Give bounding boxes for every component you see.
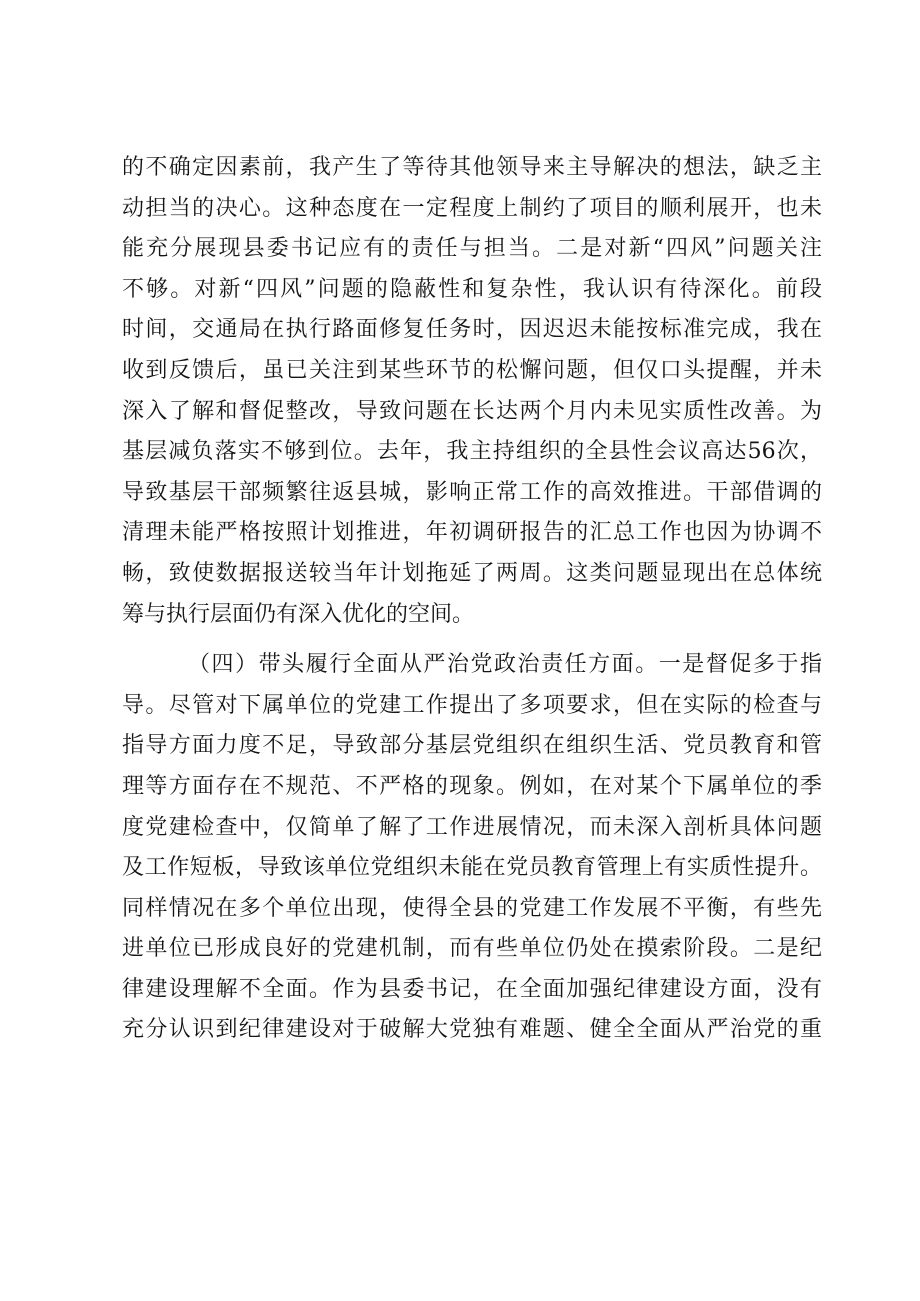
text-line: 及工作短板，导致该单位党组织未能在党员教育管理上有实质性提升。 <box>122 855 822 881</box>
text-line: 导致基层干部频繁往返县城，影响正常工作的高效推进。干部借调的 <box>122 479 822 505</box>
text-line: 进单位已形成良好的党建机制，而有些单位仍处在摸索阶段。二是纪 <box>122 936 822 962</box>
text-line: 的不确定因素前，我产生了等待其他领导来主导解决的想法，缺乏主 <box>122 155 822 180</box>
text-line: 时间，交通局在执行路面修复任务时，因迟迟未能按标准完成，我在 <box>122 317 822 343</box>
paragraph-end-line: 筹与执行层面仍有深入优化的空间。 <box>122 601 475 627</box>
text-line: 畅，致使数据报送较当年计划拖延了两周。这类问题显现出在总体统 <box>122 560 822 586</box>
text-line: 不够。对新“四风”问题的隐蔽性和复杂性，我认识有待深化。前段 <box>122 276 822 302</box>
text-line: 收到反馈后，虽已关注到某些环节的松懈问题，但仅口头提醒，并未 <box>122 357 822 383</box>
paragraph-gap <box>122 635 822 645</box>
text-line: 能充分展现县委书记应有的责任与担当。二是对新“四风”问题关注 <box>122 236 822 262</box>
text-line: 动担当的决心。这种态度在一定程度上制约了项目的顺利展开，也未 <box>122 195 822 221</box>
text-line: 导。尽管对下属单位的党建工作提出了多项要求，但在实际的检查与 <box>122 692 822 718</box>
body-text <box>122 148 822 1051</box>
text-line: 律建设理解不全面。作为县委书记，在全面加强纪律建设方面，没有 <box>122 976 822 1002</box>
text-line: 理等方面存在不规范、不严格的现象。例如，在对某个下属单位的季 <box>122 773 822 799</box>
text-line: 深入了解和督促整改，导致问题在长达两个月内未见实质性改善。为 <box>122 398 822 424</box>
text-line: 度党建检查中，仅简单了解了工作进展情况，而未深入剖析具体问题 <box>122 814 822 840</box>
text-line: 指导方面力度不足，导致部分基层党组织在组织生活、党员教育和管 <box>122 733 822 759</box>
text-line: 清理未能严格按照计划推进，年初调研报告的汇总工作也因为协调不 <box>122 520 822 546</box>
section-heading-line: （四）带头履行全面从严治党政治责任方面。一是督促多于指 <box>188 652 822 678</box>
text-line: 基层减负落实不够到位。去年，我主持组织的全县性会议高达56次， <box>122 439 822 465</box>
text-line: 充分认识到纪律建设对于破解大党独有难题、健全全面从严治党的重 <box>122 1017 822 1043</box>
text-line: 同样情况在多个单位出现，使得全县的党建工作发展不平衡，有些先 <box>122 895 822 921</box>
